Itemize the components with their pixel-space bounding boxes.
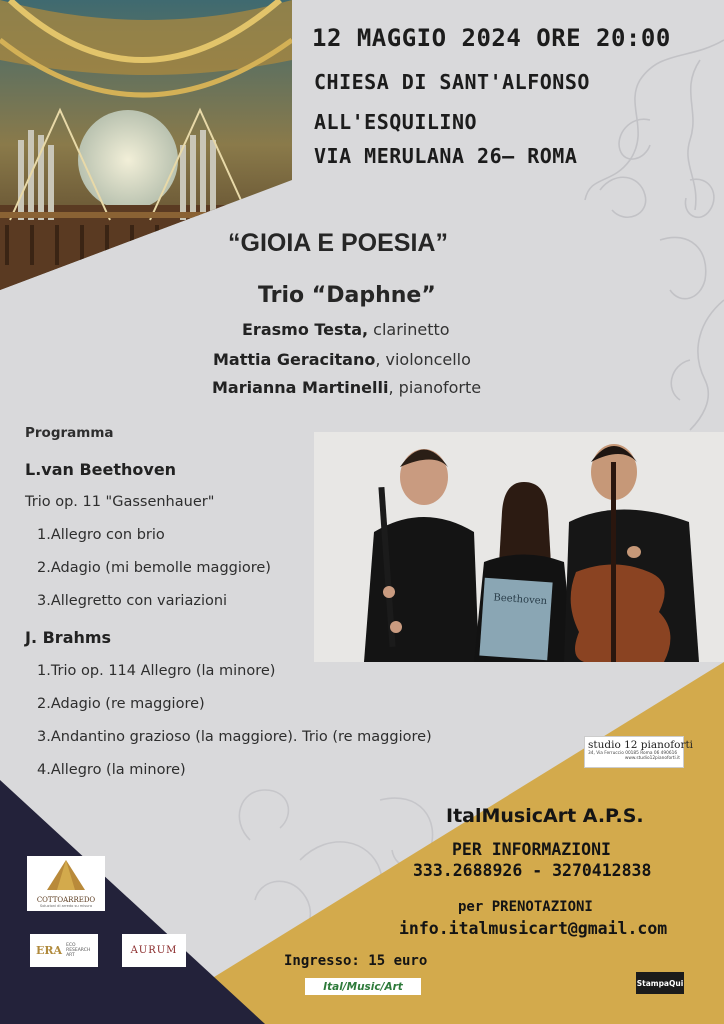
studio12-site: www.studio12pianoforti.it [624,756,680,761]
performer-3-name: Marianna Martinelli [212,378,389,397]
beethoven-work: Trio op. 11 "Gassenhauer" [25,494,215,510]
venue-line1: CHIESA DI SANT'ALFONSO [314,70,590,94]
program-heading: Programma [25,425,114,441]
studio12-address: 34, Via Ferruccio 00185 Roma 06 490616 [588,751,678,756]
brahms-movement-3: 3.Andantino grazioso (la maggiore). Trio (re maggiore) [37,729,432,745]
cottoarredo-mark [27,856,105,892]
brahms-movement-4: 4.Allegro (la minore) [37,762,186,778]
beethoven-movement-1: 1.Allegro con brio [37,527,165,543]
composer-brahms: J. Brahms [25,628,112,647]
cottoarredo-logo [27,856,105,911]
aurum-logo [122,934,186,967]
cottoarredo-name: COTTOARREDO [36,896,96,904]
stampaqui-name: StampaQui [636,978,684,988]
stampaqui-logo [636,972,684,994]
studio12-logo [584,736,694,768]
brahms-movement-2: 2.Adagio (re maggiore) [37,696,205,712]
performer-1-name: Erasmo Testa, [242,320,369,339]
composer-beethoven: L.van Beethoven [25,460,177,479]
booking-label: per PRENOTAZIONI [458,899,593,915]
organizer-name: ItalMusicArt A.P.S. [446,805,644,827]
italmusicart-logo [305,978,421,995]
trio-photo-illustration [314,432,724,662]
venue-line2: ALL'ESQUILINO [314,110,478,134]
booking-email[interactable]: info.italmusicart@gmail.com [399,919,668,938]
performer-2-instrument: , violoncello [375,350,471,369]
ensemble-name: Trio “Daphne” [258,283,436,308]
info-label: PER INFORMAZIONI [452,840,611,859]
floral-ornament-top-right [585,40,724,430]
performer-3 [212,378,481,397]
era-name: ERA [36,944,63,957]
performer-1-instrument: clarinetto [368,320,450,339]
aurum-name: AURUM [130,945,178,956]
trio-photo [314,432,724,662]
date-time: 12 MAGGIO 2024 ORE 20:00 [312,24,671,52]
performer-1 [242,320,450,339]
performer-2-name: Mattia Geracitano [213,350,376,369]
phone-numbers: 333.2688926 - 3270412838 [413,861,652,880]
sheet-music-label: Beethoven [493,592,548,608]
concert-title: “GIOIA E POESIA” [228,229,448,257]
italmusicart-name: Ital/Music/Art [323,980,403,993]
ticket-price: Ingresso: 15 euro [284,953,428,969]
performer-2 [213,350,471,369]
era-sub: ECO RESEARCH ART [66,943,91,958]
beethoven-movement-2: 2.Adagio (mi bemolle maggiore) [37,560,271,576]
gold-triangle [138,662,724,1024]
brahms-movement-1: 1.Trio op. 114 Allegro (la minore) [37,663,276,679]
cottoarredo-sub: Soluzioni di arredo su misura [39,904,93,908]
address: VIA MERULANA 26– ROMA [314,144,578,168]
beethoven-movement-3: 3.Allegretto con variazioni [37,593,228,609]
era-logo [30,934,98,967]
studio12-name: studio 12 pianoforti [588,739,694,751]
performer-3-instrument: , pianoforte [388,378,482,397]
